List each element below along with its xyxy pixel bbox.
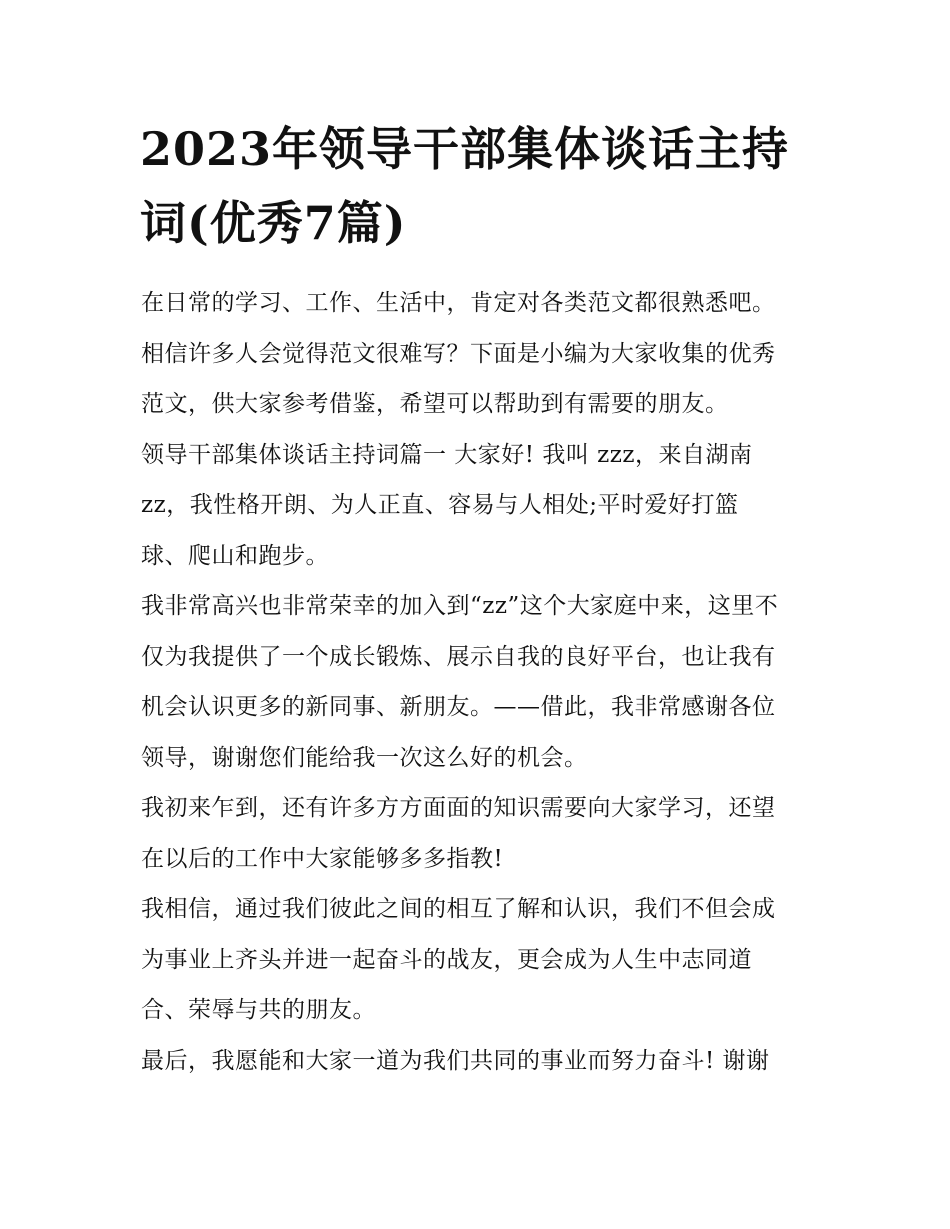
text-line: 领导干部集体谈话主持词篇一 大家好! 我叫 zzz，来自湖南 [141, 441, 753, 468]
document-body [141, 278, 816, 1086]
text-line: 合、荣辱与共的朋友。 [141, 997, 376, 1023]
text-line: zz，我性格开朗、为人正直、容易与人相处;平时爱好打篮 [141, 492, 739, 518]
text-line: 相信许多人会觉得范文很难写？下面是小编为大家收集的优秀 [141, 340, 776, 367]
paragraph [141, 278, 816, 430]
paragraph [141, 1036, 816, 1087]
title-line: 词(优秀7篇) [140, 196, 407, 250]
text-line: 仅为我提供了一个成长锻炼、展示自我的良好平台，也让我有 [141, 643, 776, 670]
text-line: 我相信，通过我们彼此之间的相互了解和认识，我们不但会成 [141, 896, 776, 922]
paragraph [141, 783, 816, 884]
paragraph [141, 884, 816, 1036]
text-line: 我初来乍到，还有许多方方面面的知识需要向大家学习，还望 [141, 795, 776, 821]
text-line: 范文，供大家参考借鉴，希望可以帮助到有需要的朋友。 [141, 391, 729, 417]
text-line: 在日常的学习、工作、生活中，肯定对各类范文都很熟悉吧。 [141, 290, 776, 316]
text-line: 领导，谢谢您们能给我一次这么好的机会。 [141, 744, 588, 771]
text-line: 为事业上齐头并进一起奋斗的战友，更会成为人生中志同道 [141, 946, 752, 973]
paragraph [141, 581, 816, 783]
paragraph [141, 430, 816, 582]
text-line: 我非常高兴也非常荣幸的加入到“zz”这个大家庭中来，这里不 [141, 593, 779, 619]
text-line: 机会认识更多的新同事、新朋友。——借此，我非常感谢各位 [141, 694, 776, 720]
title-line: 2023年领导干部集体谈话主持 [140, 122, 790, 176]
text-line: 在以后的工作中大家能够多多指教! [141, 845, 504, 872]
text-line: 最后，我愿能和大家一道为我们共同的事业而努力奋斗! 谢谢 [141, 1047, 770, 1074]
document-title [140, 112, 820, 260]
text-line: 球、爬山和跑步。 [141, 542, 329, 569]
